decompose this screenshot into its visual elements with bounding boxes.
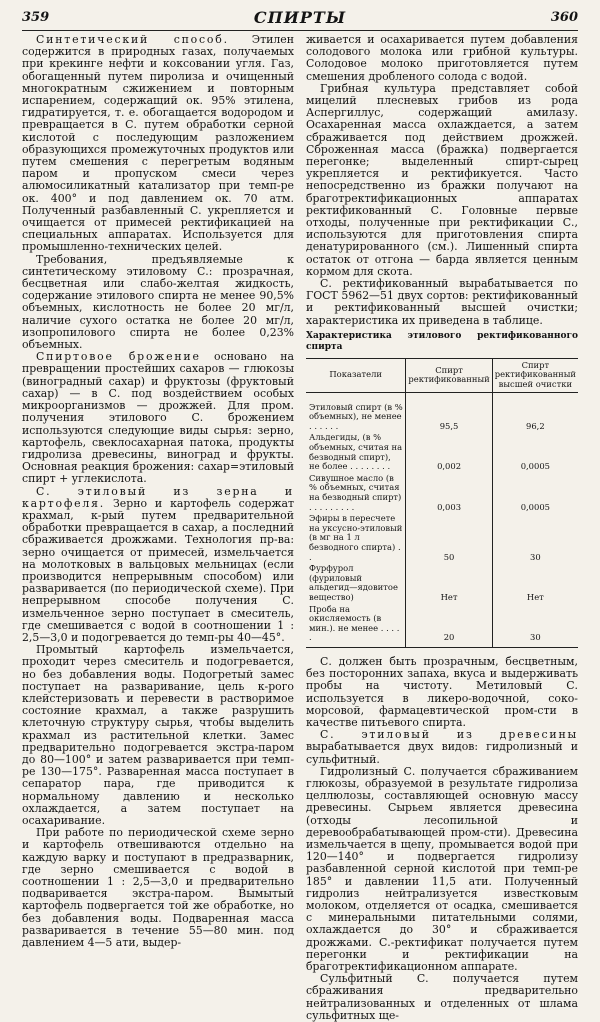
table-header-indicators: Показатели (306, 358, 406, 392)
table-cell-label: Альдегиды, (в % объемных, считая на безводный спирт), не более . . . . . . . . (306, 432, 406, 472)
table-header-rectified: Спирт ректификованный (406, 358, 492, 392)
paragraph-requirements-rectified: С. должен быть прозрачным, бесцветным, без посторонних запаха, вкуса и выдерживать пробы на чистоту. Метиловый С. используется в ликеро-водочной, соко-морсовой, фармацевтической пром-сти в качестве питьевого спирта. (306, 654, 578, 729)
table-cell-value: Нет (406, 563, 492, 603)
paragraph-continuation: живается и осахаривается путем добавления солодового молока или грибной культуры. Солодовое молоко приготовляется путем смешения дробленого солода с водой. (306, 33, 578, 83)
header-rule (22, 30, 578, 31)
section-heading-wood: С. этиловый из древесины (320, 728, 578, 742)
table-row (306, 432, 578, 472)
table-row (306, 473, 578, 513)
table-cell-value: 0,003 (406, 473, 492, 513)
table-cell-value: 0,002 (406, 432, 492, 472)
table-cell-value: 20 (406, 604, 492, 648)
table-cell-value: 95,5 (406, 392, 492, 432)
table-row (306, 604, 578, 648)
section-heading-fermentation: Спиртовое брожение (36, 350, 201, 364)
table-header-high-purity: Спирт ректификованный высшей очистки (492, 358, 578, 392)
paragraph-hydrolysis: Гидролизный С. получается сбраживанием глюкозы, образуемой в результате гидролиза целлюлозы, составляющей основную массу древесины. Сырьем является древесина (отходы лесопильной и деревообрабатывающей пром-сти). Древесина измельчается в щепу, промывается водой при 120—140° и подвергается гидролизу разбавленной серной кислотой при темп-ре 185° и давлении 11,5 ати. Полученный гидролиз нейтрализуется известковым молоком, отделяется от осадка, смешивается с минеральными питательными солями, охлаждается до 30° и сбраживается дрожжами. С.-ректификат получается путем перегонки и ректификации на браготректификационном аппарате. (306, 764, 578, 973)
table-cell-label: Этиловый спирт (в % объемных), не менее . . . . . . (306, 392, 406, 432)
table-row (306, 563, 578, 603)
paragraph-rectified: С. ректификованный вырабатывается по ГОСТ 5962—51 двух сортов: ректификованный и ректификованный высшей очистки; характеристика их приведена в таблице. (306, 277, 578, 327)
paragraph-fermentation: Спиртовое брожение основано на превращении простейших сахаров — глюкозы (виноградный сахар) и фруктозы (фруктовый сахар) — в С. под воздействием особых микроорганизмов — дрожжей. Для пром. получения этилового С. брожением используются следующие виды сырья: зерно, картофель, свеклосахарная патока, продукты гидролиза древесины, виноград и фрукты. Основная реакция брожения: сахар=этиловый спирт + углекислота. (22, 350, 294, 486)
table-cell-value: 96,2 (492, 392, 578, 432)
paragraph-potato-processing: Промытый картофель измельчается, проходит через смеситель и подогревается, но без добавления воды. Подогретый замес поступает на разваривание, цель к-рого клейстеризовать и перевести в растворимое состояние крахмал, а также разрушить клеточную структуру сырья, чтобы выделить крахмал из растительной клетки. Замес предварительно подогревается экстра-паром до 80—100° и затем разваривается при темп-ре 130—175°. Разваренная масса поступает в сепаратор пара, где приводится к нормальному давлению и несколько охлаждается, а затем поступает на осахаривание. (22, 643, 294, 827)
paragraph-wood: С. этиловый из древесины вырабатывается двух видов: гидролизный и сульфитный. (306, 728, 578, 766)
page-number-left: 359 (22, 10, 50, 25)
paragraph-sulfite: Сульфитный С. получается путем сбраживания предварительно нейтрализованных и отделенных от шлама сульфитных ще- (306, 972, 578, 1022)
table-cell-label: Фурфурол (фуриловый альдегид—ядовитое вещество) (306, 563, 406, 603)
page-number-right: 360 (550, 10, 578, 25)
left-column (22, 34, 294, 949)
table-cell-value: 0,0005 (492, 432, 578, 472)
section-heading-synthetic: Синтетический способ. (36, 33, 229, 46)
table-cell-label: Эфиры в пересчете на уксусно-этиловый (в мг на 1 л безводного спирта) . . (306, 513, 406, 563)
right-column (306, 34, 578, 1022)
paragraph-grain-potato: С. этиловый из зерна и картофеля. Зерно и картофель содержат крахмал, к-рый путем предварительной обработки превращается в сахар, а последний сбраживается дрожжами. Технология пр-ва: зерно очищается от примесей, измельчается на молотковых в вальцовых мельницах (если производится непрерывным способом) или разваривается (по периодической схеме). При непрерывном способе получения С. измельченное зерно поступает в смеситель, где смешивается с водой в соотношении 1 : 2,5—3,0 и подогревается до темп-ры 40—45°. (22, 484, 294, 644)
table-cell-value: 0,0005 (492, 473, 578, 513)
table-cell-label: Проба на окисляемость (в мин.). не менее . . . . . (306, 604, 406, 648)
table-cell-label: Сивушное масло (в % объемных, считая на безводный спирт) . . . . . . . . . (306, 473, 406, 513)
paragraph-requirements: Требования, предъявляемые к синтетическому этиловому С.: прозрачная, бесцветная или слабо-желтая жидкость, содержание этилового спирта не менее 90,5% объемных, кислотность не более 20 мг/л, наличие сухого остатка не более 20 мг/л, изопропилового спирта не более 0,23% объемных. (22, 252, 294, 352)
section-heading-grain-potato: С. этиловый из зерна и картофеля. (22, 484, 294, 510)
paragraph-periodic-scheme: При работе по периодической схеме зерно и картофель отвешиваются отдельно на каждую варку и поступают в предразварник, где зерно смешивается с водой в соотношении 1 : 2,5—3,0 и предварительно подваривается экстра-паром. Вымытый картофель подвергается той же обработке, но без добавления воды. Подваренная масса разваривается в течение 55—80 мин. под давлением 4—5 ати, выдер- (22, 826, 294, 950)
table-cell-value: Нет (492, 563, 578, 603)
table-caption: Характеристика этилового ректификованного спирта (306, 330, 578, 352)
paragraph-fungal-culture: Грибная культура представляет собой мицелий плесневых грибов из рода Аспергиллус, содержащий амилазу. Осахаренная масса охлаждается, а затем сбраживается под действием дрожжей. Сброженная масса (бражка) подвергается перегонке; выделенный спирт-сырец укрепляется и ректификуется. Часто непосредственно из бражки получают на браготректификационных аппаратах ректификованный С. Головные первые отходы, полученные при ректификации С., используются для приготовления спирта денатурированного (см.). Лишенный спирта остаток от отгона — барда является ценным кормом для скота. (306, 81, 578, 278)
table-cell-value: 30 (492, 513, 578, 563)
spirit-characteristics-table (306, 358, 578, 648)
table-row (306, 392, 578, 432)
table-cell-value: 50 (406, 513, 492, 563)
running-header (22, 8, 578, 30)
table-row (306, 513, 578, 563)
running-title: СПИРТЫ (253, 8, 347, 27)
table-cell-value: 30 (492, 604, 578, 648)
paragraph-synthetic: Синтетический способ. Этилен содержится в природных газах, получаемых при крекинге нефти и коксовании угля. Газ, обогащенный путем пиролиза и очищенный многократным сжижением и повторным испарением, содержащий ок. 95% этилена, гидратируется, т. е. обогащается водородом и превращается в С. путем обработки серной кислотой с последующим разложением образующихся промежуточных продуктов или путем смешения с перегретым водяным паром и пропуском смеси через алюмосиликатный катализатор при темп-ре ок. 400° и под давлением ок. 70 атм. Полученный разбавленный С. укрепляется и очищается от примесей ректификацией на специальных аппаратах. Используется для промышленно-технических целей. (22, 33, 294, 254)
table-header-row (306, 358, 578, 392)
